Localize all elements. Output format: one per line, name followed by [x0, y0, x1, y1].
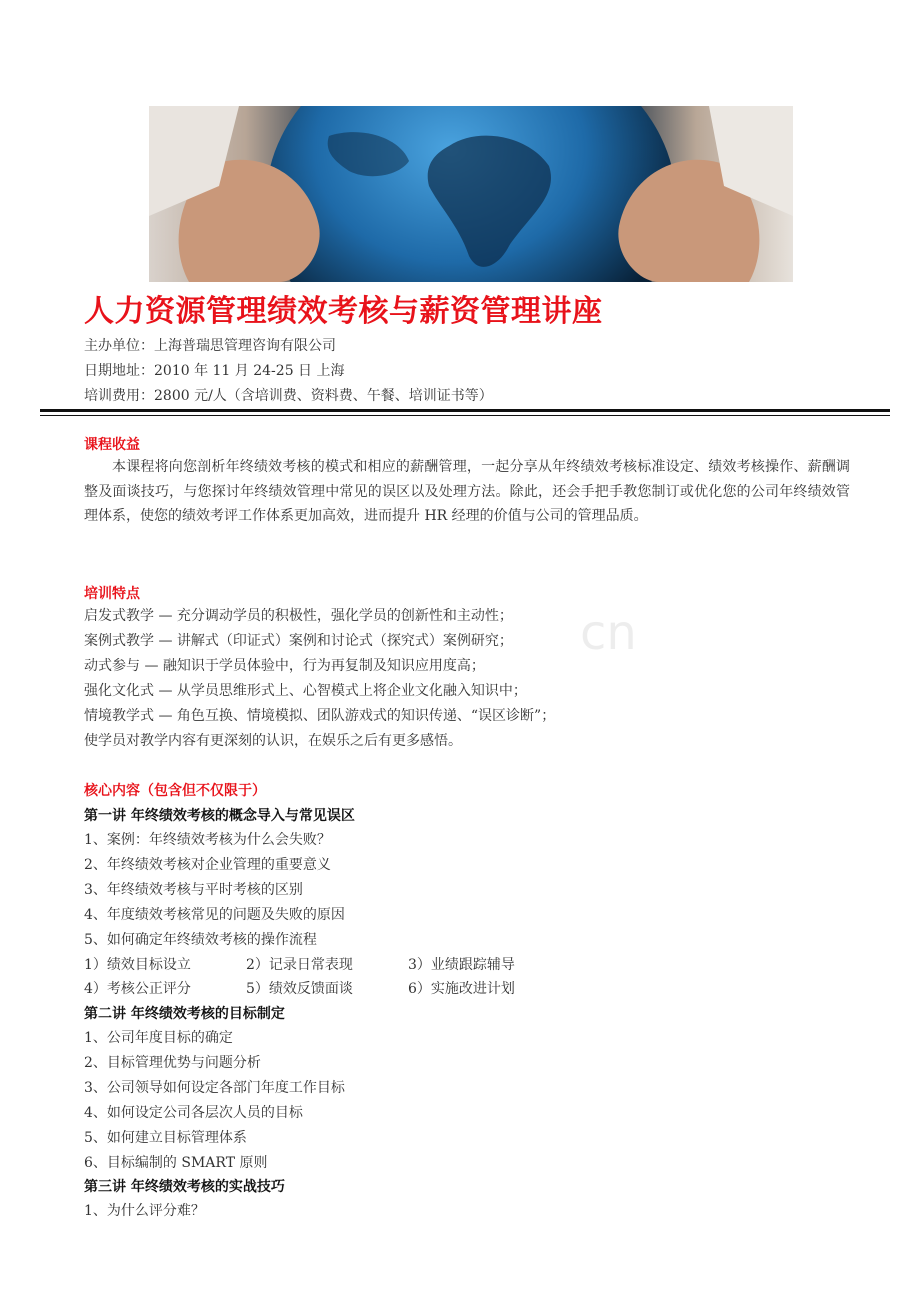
list-item: 3、年终绩效考核与平时考核的区别 [84, 882, 303, 898]
benefits-heading: 课程收益 [84, 437, 140, 453]
list-item: 5、如何建立目标管理体系 [84, 1130, 247, 1146]
features-heading: 培训特点 [84, 586, 140, 602]
step-item: 2）记录日常表现 [246, 957, 353, 973]
feature-item: 启发式教学 — 充分调动学员的积极性，强化学员的创新性和主动性； [84, 608, 513, 624]
divider [40, 409, 890, 412]
feature-item: 案例式教学 — 讲解式（印证式）案例和讨论式（探究式）案例研究； [84, 633, 513, 649]
step-item: 5）绩效反馈面谈 [246, 981, 353, 997]
list-item: 4、如何设定公司各层次人员的目标 [84, 1105, 303, 1121]
benefits-text: 本课程将向您剖析年终绩效考核的模式和相应的薪酬管理，一起分享从年终绩效考核标准设定、绩效考核操作、薪酬调整及面谈技巧，与您探讨年终绩效管理中常见的误区以及处理方法。除此，还会手把手教您制订或优化您的公司年终绩效管理体系，使您的绩效考评工作体系更加高效，进而提升 HR 经理的价值与公司的管理品质。 [84, 459, 850, 524]
core-heading: 核心内容（包含但不仅限于） [84, 783, 266, 799]
fee: 培训费用：2800 元/人（含培训费、资料费、午餐、培训证书等） [84, 388, 493, 404]
step-row [84, 978, 570, 998]
list-item: 4、年度绩效考核常见的问题及失败的原因 [84, 907, 345, 923]
organizer: 主办单位：上海普瑞思管理咨询有限公司 [84, 338, 336, 354]
feature-item: 使学员对教学内容有更深刻的认识，在娱乐之后有更多感悟。 [84, 733, 462, 749]
watermark: cn [580, 605, 637, 661]
divider [40, 415, 890, 416]
step-item: 4）考核公正评分 [84, 981, 191, 997]
lecture-title: 第三讲 年终绩效考核的实战技巧 [84, 1179, 285, 1195]
step-item: 3）业绩跟踪辅导 [408, 957, 515, 973]
lecture-title: 第一讲 年终绩效考核的概念导入与常见误区 [84, 808, 355, 824]
list-item: 3、公司领导如何设定各部门年度工作目标 [84, 1080, 345, 1096]
list-item: 2、目标管理优势与问题分析 [84, 1055, 261, 1071]
feature-item: 情境教学式 — 角色互换、情境模拟、团队游戏式的知识传递、“误区诊断”； [84, 708, 556, 724]
feature-item: 动式参与 — 融知识于学员体验中，行为再复制及知识应用度高； [84, 658, 485, 674]
step-item: 1）绩效目标设立 [84, 957, 191, 973]
step-item: 6）实施改进计划 [408, 981, 515, 997]
list-item: 6、目标编制的 SMART 原则 [84, 1155, 268, 1171]
list-item: 1、公司年度目标的确定 [84, 1030, 233, 1046]
date-location: 日期地址：2010 年 11 月 24-25 日 上海 [84, 363, 345, 379]
list-item: 2、年终绩效考核对企业管理的重要意义 [84, 857, 331, 873]
list-item: 5、如何确定年终绩效考核的操作流程 [84, 932, 317, 948]
hero-image [149, 106, 793, 282]
lecture-title: 第二讲 年终绩效考核的目标制定 [84, 1006, 285, 1022]
globe-in-hands-icon [149, 106, 793, 282]
list-item: 1、案例：年终绩效考核为什么会失败？ [84, 832, 331, 848]
page-title: 人力资源管理绩效考核与薪资管理讲座 [84, 294, 603, 329]
feature-item: 强化文化式 — 从学员思维形式上、心智模式上将企业文化融入知识中； [84, 683, 527, 699]
step-row [84, 954, 570, 974]
list-item: 1、为什么评分难？ [84, 1203, 205, 1219]
